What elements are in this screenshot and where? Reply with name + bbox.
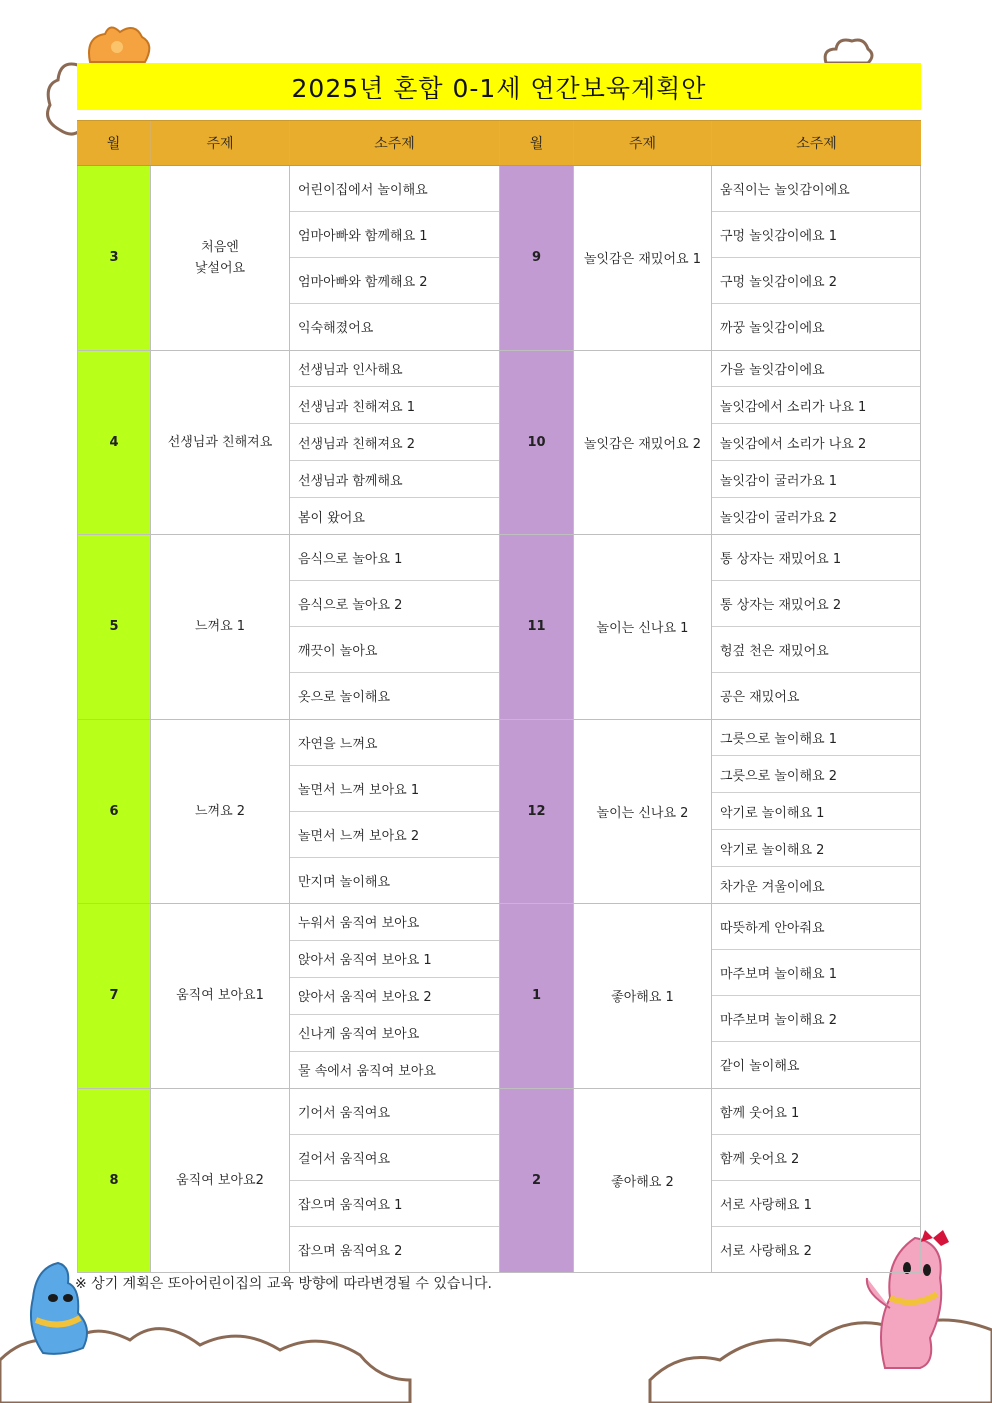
month-cell-right: 12: [500, 720, 574, 904]
subtheme-item: 잡으며 움직여요 2: [298, 1243, 403, 1259]
page-title: 2025년 혼합 0-1세 연간보육계획안: [291, 73, 707, 103]
subtheme-item: 엄마아빠와 함께해요 1: [290, 212, 499, 258]
subtheme-item: 그릇으로 놀이해요 1: [712, 720, 920, 757]
header-theme-left: 주제: [151, 121, 290, 165]
table-row: [77, 166, 921, 351]
table-row: [77, 720, 921, 905]
subtheme-item: 마주보며 놀이해요 1: [712, 950, 920, 996]
subtheme-item: 놀면서 느껴 보아요 2: [290, 812, 499, 858]
table-row: [77, 351, 921, 536]
subtheme-item: 봄이 왔어요: [298, 510, 365, 526]
subtheme-item: 가을 놀잇감이에요: [712, 351, 920, 388]
header-theme-right: 주제: [574, 121, 712, 165]
subtheme-item: 함께 웃어요 2: [712, 1135, 920, 1181]
subtheme-item: 놀잇감이 굴러가요 2: [720, 510, 837, 526]
month-cell-right: 1: [500, 904, 574, 1088]
month-cell-right: 11: [500, 535, 574, 719]
subtheme-item: 엄마아빠와 함께해요 2: [290, 258, 499, 304]
subtheme-item: 걸어서 움직여요: [290, 1135, 499, 1181]
subtheme-item: 선생님과 친해져요 2: [290, 424, 499, 461]
month-cell-right: 2: [500, 1089, 574, 1273]
subtheme-item: 공은 재밌어요: [720, 690, 800, 706]
theme-cell-left: 움직여 보아요2: [151, 1089, 290, 1273]
subtheme-list-left: [290, 351, 500, 535]
header-month-left: 월: [77, 121, 151, 165]
subtheme-item: 서로 사랑해요 2: [720, 1243, 812, 1259]
subtheme-list-left: [290, 166, 500, 350]
subtheme-item: 선생님과 함께해요: [290, 461, 499, 498]
subtheme-item: 움직이는 놀잇감이에요: [712, 166, 920, 212]
subtheme-list-right: [712, 166, 921, 350]
subtheme-item: 구멍 놀잇감이에요 1: [712, 212, 920, 258]
month-cell-left: 4: [77, 351, 151, 535]
theme-cell-right: 놀이는 신나요 1: [574, 535, 712, 719]
subtheme-list-left: [290, 720, 500, 904]
subtheme-item: 서로 사랑해요 1: [712, 1181, 920, 1227]
month-cell-left: 6: [77, 720, 151, 904]
subtheme-item: 까꿍 놀잇감이에요: [720, 321, 825, 337]
subtheme-item: 익숙해졌어요: [298, 321, 374, 337]
subtheme-item: 선생님과 인사해요: [290, 351, 499, 388]
subtheme-item: 놀잇감에서 소리가 나요 1: [712, 387, 920, 424]
subtheme-list-right: [712, 720, 921, 904]
subtheme-item: 같이 놀이해요: [720, 1059, 800, 1075]
cloud-decoration-bottom: [0, 1300, 992, 1403]
table-row: [77, 904, 921, 1089]
subtheme-item: 그릇으로 놀이해요 2: [712, 756, 920, 793]
theme-cell-right: 놀잇감은 재밌어요 1: [574, 166, 712, 350]
subtheme-item: 앉아서 움직여 보아요 2: [290, 978, 499, 1015]
month-cell-left: 5: [77, 535, 151, 719]
table-header: [77, 120, 921, 166]
month-cell-right: 10: [500, 351, 574, 535]
subtheme-list-left: [290, 535, 500, 719]
subtheme-item: 자연을 느껴요: [290, 720, 499, 766]
subtheme-item: 어린이집에서 놀이해요: [290, 166, 499, 212]
month-cell-left: 8: [77, 1089, 151, 1273]
subtheme-list-right: [712, 535, 921, 719]
subtheme-list-left: [290, 1089, 500, 1273]
subtheme-item: 마주보며 놀이해요 2: [712, 996, 920, 1042]
month-cell-left: 7: [77, 904, 151, 1088]
theme-cell-right: 좋아해요 1: [574, 904, 712, 1088]
subtheme-list-left: [290, 904, 500, 1088]
footnote: ※ 상기 계획은 또아어린이집의 교육 방향에 따라변경될 수 있습니다.: [75, 1276, 492, 1292]
subtheme-list-right: [712, 1089, 921, 1273]
annual-plan-table: [77, 120, 921, 1273]
subtheme-item: 함께 웃어요 1: [712, 1089, 920, 1135]
header-subtheme-right: 소주제: [796, 136, 837, 152]
theme-cell-right: 놀잇감은 재밌어요 2: [574, 351, 712, 535]
subtheme-item: 선생님과 친해져요 1: [290, 387, 499, 424]
month-cell-left: 3: [77, 166, 151, 350]
subtheme-item: 놀면서 느껴 보아요 1: [290, 766, 499, 812]
header-month-right: 월: [500, 121, 574, 165]
theme-cell-left: 선생님과 친해져요: [151, 351, 290, 535]
subtheme-list-right: [712, 904, 921, 1088]
subtheme-item: 악기로 놀이해요 1: [712, 793, 920, 830]
subtheme-item: 누워서 움직여 보아요: [290, 904, 499, 941]
subtheme-item: 물 속에서 움직여 보아요: [298, 1064, 436, 1080]
subtheme-item: 앉아서 움직여 보아요 1: [290, 941, 499, 978]
subtheme-item: 통 상자는 재밌어요 2: [712, 581, 920, 627]
title-bar: [77, 63, 921, 110]
table-row: [77, 535, 921, 720]
theme-cell-left: 처음엔 낯설어요: [151, 166, 290, 350]
table-row: [77, 1089, 921, 1274]
theme-cell-right: 놀이는 신나요 2: [574, 720, 712, 904]
subtheme-item: 음식으로 놀아요 1: [290, 535, 499, 581]
subtheme-item: 옷으로 놀이해요: [298, 690, 391, 706]
theme-cell-right: 좋아해요 2: [574, 1089, 712, 1273]
subtheme-item: 차가운 겨울이에요: [720, 879, 825, 895]
subtheme-item: 기어서 움직여요: [290, 1089, 499, 1135]
table-body: [77, 166, 921, 1273]
theme-cell-left: 느껴요 1: [151, 535, 290, 719]
theme-cell-left: 움직여 보아요1: [151, 904, 290, 1088]
theme-cell-left: 느껴요 2: [151, 720, 290, 904]
subtheme-item: 악기로 놀이해요 2: [712, 830, 920, 867]
subtheme-item: 구멍 놀잇감이에요 2: [712, 258, 920, 304]
header-subtheme-left: 소주제: [290, 121, 500, 165]
subtheme-item: 만지며 놀이해요: [298, 874, 391, 890]
ribbon-decoration: [80, 22, 155, 67]
subtheme-item: 놀잇감이 굴러가요 1: [712, 461, 920, 498]
subtheme-item: 잡으며 움직여요 1: [290, 1181, 499, 1227]
subtheme-item: 놀잇감에서 소리가 나요 2: [712, 424, 920, 461]
subtheme-item: 음식으로 놀아요 2: [290, 581, 499, 627]
subtheme-list-right: [712, 351, 921, 535]
subtheme-item: 통 상자는 재밌어요 1: [712, 535, 920, 581]
subtheme-item: 깨끗이 놀아요: [290, 627, 499, 673]
month-cell-right: 9: [500, 166, 574, 350]
subtheme-item: 헝겊 천은 재밌어요: [712, 627, 920, 673]
subtheme-item: 신나게 움직여 보아요: [290, 1015, 499, 1052]
subtheme-item: 따뜻하게 안아줘요: [712, 904, 920, 950]
